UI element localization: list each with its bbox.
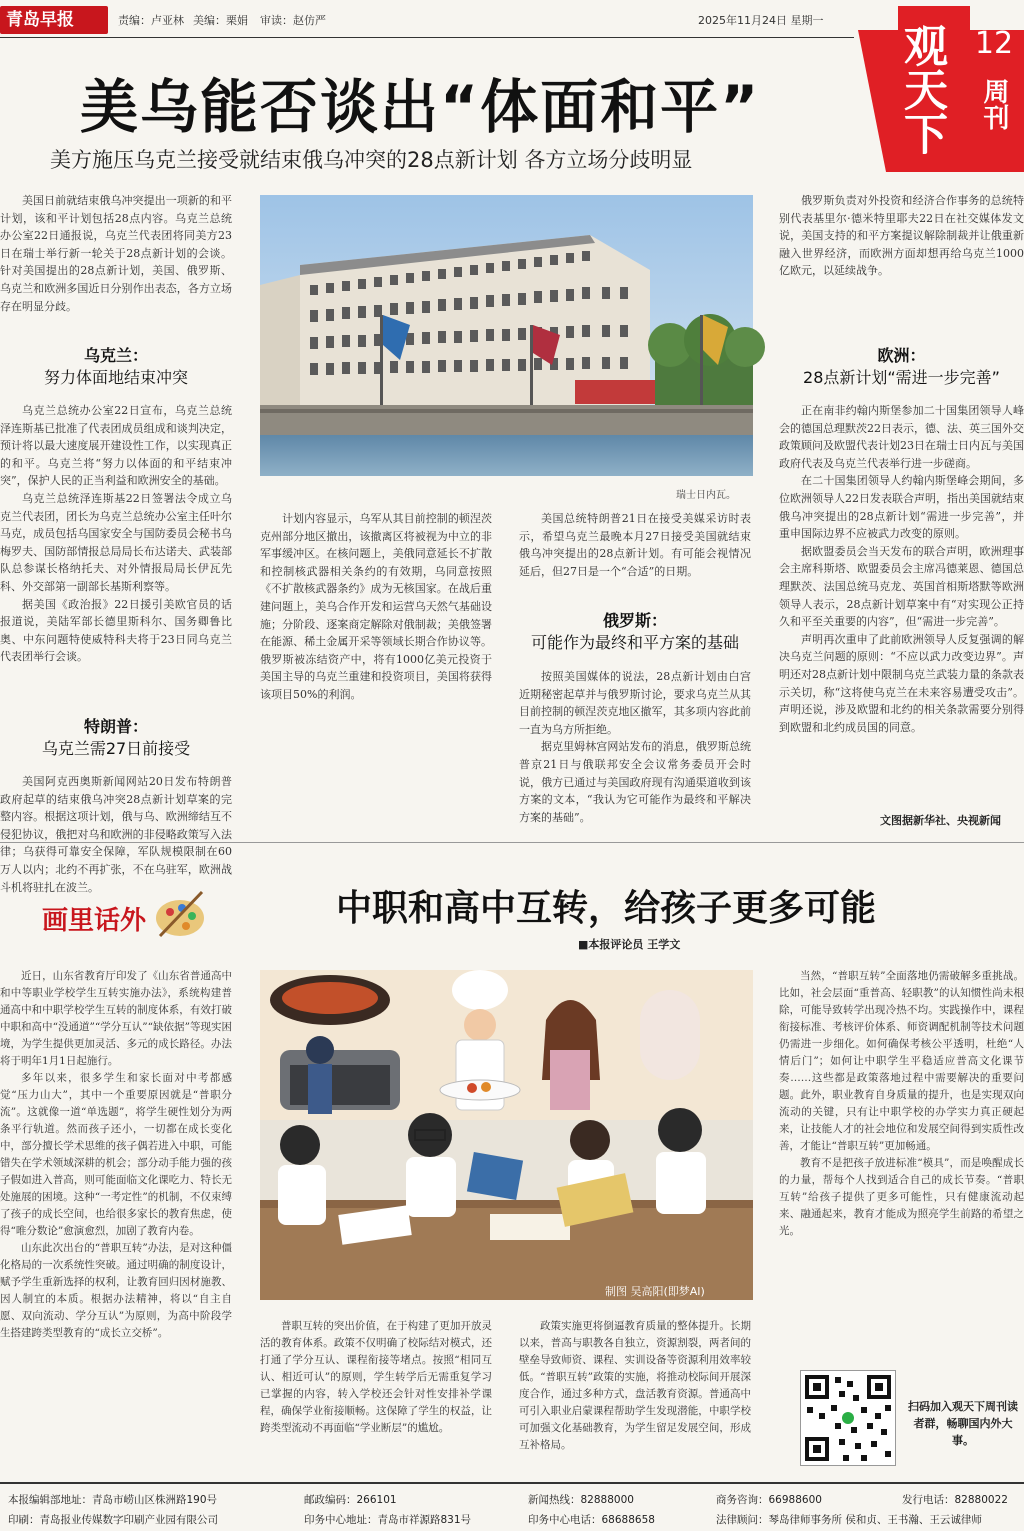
section-ukraine-body: 乌克兰总统办公室22日宣布，乌克兰总统泽连斯基已批准了代表团成员组成和谈判决定，预计将以最大速度展开建设性工作，以实现真正的和平。乌克兰将“努力以体面的和平结束冲突”，保护人民的正当利益和欧洲安全的基础。 乌克兰总统泽连斯基22日签署法令成立乌克兰代表团，团长为乌克兰总统办公室主任叶尔马克，成员包括乌国家安全与国防委员会秘书乌梅罗夫、国防部情报总局局长布达诺夫、武装部队总参谋长格纳托夫、对外情报局局长伊瓦先科、外交部第一副部长基斯利察等。 据美国《政治报》22日援引美欧官员的话报道说，美陆军部长德里斯科尔、国务卿鲁比奥、中东问题特使威特科夫将于23日同乌克兰代表团举行会谈。 (0, 404, 232, 664)
designer-credit: 美编：栗娟 (193, 14, 248, 27)
section-europe-subtitle: 28点新计划“需进一步完善” (803, 368, 1000, 387)
section-russia-subtitle: 可能作为最终和平方案的基础 (530, 633, 739, 652)
weekly-label-text: 周刊 (979, 78, 1009, 130)
masthead-logo: 青岛早报 (0, 6, 108, 34)
weekly-label (968, 78, 1020, 130)
issue-date: 2025年11月24日 星期一 (698, 14, 824, 27)
section-ukraine-heading (0, 345, 232, 389)
footer-distribution: 发行电话：82880022 (902, 1494, 1008, 1506)
column-logo (42, 888, 212, 944)
qr-join-text: 扫码加入观天下周刊读者群，畅聊国内外大事。 (908, 1400, 1018, 1447)
illustration-caption: 制图 吴高阳(即梦AI) (605, 1285, 705, 1298)
page-number: 12 (974, 26, 1014, 61)
section-russia-heading (519, 610, 751, 654)
footer-address: 本报编辑部地址：青岛市崂山区株洲路190号 (8, 1494, 218, 1506)
section-europe-body: 正在南非约翰内斯堡参加二十国集团领导人峰会的德国总理默茨22日表示，德、法、英三国外交政策顾问及欧盟代表计划23日在瑞士日内瓦与美国政府代表及乌克兰代表举行进一步磋商。 在二十国集团领导人约翰内斯堡峰会期间，多位欧洲领导人22日发表联合声明，指出美国就结束俄乌冲突提出的28点新计划“需进一步完善”，并重申国际边界不应被武力改变的原则。 据欧盟委员会当天发布的联合声明，欧洲理事会主席科斯塔、欧盟委员会主席冯德莱恩、德国总理默茨、法国总统马克龙、英国首相斯塔默等欧洲领导人表示，28点新计划草案中有“对实现公正持久和平至关重要的内容”，但“需进一步完善”。 声明再次重申了此前欧洲领导人反复强调的解决乌克兰问题的原则：“不应以武力改变边界”。声明还对28点新计划中限制乌克兰武装力量的条款表示关切，称“这将使乌克兰在未来容易遭受攻击”。声明还说，涉及欧盟和北约的相关条款需要分别得到欧盟和北约成员国的同意。 (779, 404, 1024, 734)
photo-caption: 瑞士日内瓦。 (676, 490, 736, 501)
article2-byline: ■本报评论员 王学文 (578, 938, 681, 951)
section-trump-subtitle: 乌克兰需27日前接受 (41, 739, 191, 758)
page-title: 美乌能否谈出“体面和平” (80, 73, 761, 141)
section-russia-title: 俄罗斯： (602, 611, 667, 630)
article2-col2: 普职互转的突出价值，在于构建了更加开放灵活的教育体系。政策不仅明确了校际结对模式，还打通了学分互认、课程衔接等堵点。按照“相同互认、相近可认”的原则，学生转学后无需重复学习已掌握的内容，转入学校还会针对性安排补学课程，确保学业衔接顺畅。这保障了学生的权益，让跨类型流动不再面临“学业断层”的尴尬。 (260, 1320, 492, 1434)
section-trump-heading (0, 716, 232, 760)
section-russia-body-end: 俄罗斯负责对外投资和经济合作事务的总统特别代表基里尔·德米特里耶夫22日在社交媒体发文说，美国支持的和平方案提议解除制裁并让俄重新融入世界经济，而欧洲方面却想再给乌克兰1000亿欧元，以延续战争。 (779, 194, 1024, 278)
section-trump-title: 特朗普： (83, 717, 148, 736)
section-europe-heading (779, 345, 1024, 389)
article2-col3: 政策实施更将倒逼教育质量的整体提升。长期以来，普高与职教各自独立，资源割裂，两者间的壁垒导致师资、课程、实训设备等资源利用效率较低。“普职互转”政策的实施，将推动校际间开展深度合作，通过多种方式，盘活教育资源。普通高中可引入职业启蒙课程帮助学生发现潜能，中职学校可加强文化基础教育，为学生留足发展空间，形成互补格局。 (519, 1320, 751, 1451)
section-europe-title: 欧洲： (877, 346, 926, 365)
article1-intro: 美国日前就结束俄乌冲突提出一项新的和平计划，该和平计划包括28点内容。乌克兰总统办公室22日通报说，乌克兰代表团将同美方23日在瑞士举行新一轮关于28点新计划的会谈。针对美国提出的28点新计划，美国、俄罗斯、乌克兰和欧洲多国近日分别作出表态，各方立场存在明显分歧。 (0, 194, 232, 313)
column-logo-text: 画里话外 (42, 906, 147, 936)
column-title-text: 观天下 (896, 23, 947, 155)
section-trump-body-start: 美国阿克西奥斯新闻网站20日发布特朗普政府起草的结束俄乌冲突28点新计划草案的完整内容。根据这项计划，俄与乌、欧洲缔结互不侵犯协议，俄把对乌和欧洲的非侵略政策写入法律；乌获得可靠安全保障，军队规模限制在60万人以内；北约不再扩张，不在乌驻军，欧洲战斗机将驻扎在波兰。 (0, 775, 232, 894)
geneva-photo-art (260, 195, 753, 476)
footer-business: 商务咨询：66988600 (716, 1494, 822, 1506)
footer-print-phone: 印务中心电话：68688658 (528, 1514, 655, 1526)
qr-code-icon[interactable] (800, 1370, 896, 1466)
page-subtitle: 美方施压乌克兰接受就结束俄乌冲突的28点新计划 各方立场分歧明显 (50, 148, 693, 172)
footer-legal: 法律顾问：琴岛律师事务所 侯和贞、王书瀚、王云诚律师 (716, 1514, 982, 1526)
reviewer-credit: 审读：赵仿严 (260, 14, 326, 27)
education-illustration (260, 970, 753, 1300)
qr-code-art (801, 1371, 895, 1465)
footer-print-address: 印务中心地址：青岛市祥源路831号 (304, 1514, 472, 1526)
article2-title: 中职和高中互转，给孩子更多可能 (336, 888, 877, 929)
geneva-photo (260, 195, 753, 476)
section-trump-body-cont: 计划内容显示，乌军从其目前控制的顿涅茨克州部分地区撤出，该撤离区将被视为中立的非军事缓冲区。在核问题上，美俄同意延长不扩散和控制核武器相关条约的有效期，乌同意按照《不扩散核武器条约》成为无核国家。在战后重建问题上，美乌合作开发和运营乌天然气基础设施；分阶段、逐案商定解除对俄制裁；美俄签署在能源、稀土金属开采等领域长期合作协议等。俄罗斯被冻结资产中，将有1000亿美元投资于美国主导的乌克兰重建和投资项目，美国将获得该项目50%的利润。 (260, 512, 492, 701)
section-russia-body: 按照美国媒体的说法，28点新计划由白宫近期秘密起草并与俄罗斯讨论，要求乌克兰从其目前控制的顿涅茨克地区撤军，其多项内容此前一直为乌方所拒绝。 据克里姆林宫网站发布的消息，俄罗斯总统普京21日与俄联邦安全会议常务委员开会时说，俄方已通过与美国政府现有沟通渠道收到该方案的文本，“我认为它可能作为最终和平解决方案的基础”。 (519, 670, 751, 824)
footer-printer: 印刷：青岛报业传媒数字印刷产业园有限公司 (8, 1514, 218, 1526)
section-ukraine-title: 乌克兰： (83, 346, 148, 365)
section-trump-body-end: 美国总统特朗普21日在接受美媒采访时表示，希望乌克兰最晚本月27日接受美国就结束俄乌冲突提出的28点新计划。有可能会视情况延后，但27日是一个“合适”的日期。 (519, 512, 751, 578)
source-credit: 文图据新华社、央视新闻 (880, 814, 1001, 827)
article2-col4: 当然，“普职互转”全面落地仍需破解多重挑战。比如，社会层面“重普高、轻职教”的认知惯性尚未根除，可能导致转学出现冷热不均。实践操作中，课程衔接标准、考核评价体系、师资调配机制等技术问题仍需进一步细化。如何确保考核公平透明，杜绝“人情后门”；如何让中职学生平稳适应普高文化课节奏……这些都是政策落地过程中需要解决的重要问题。此外，职业教育自身质量的提升，也是实现双向流动的关键，只有让中职学校的办学实力真正硬起来，让技能人才的社会地位和发展空间得到实质性改善，才能让“普职互转”更加畅通。 教育不是把孩子放进标准“模具”，而是唤醒成长的力量，帮每个人找到适合自己的成长节奏。“普职互转”给孩子提供了更多可能性，只有健康流动起来、融通起来，教育才能成为照亮学生前路的希望之光。 (779, 970, 1024, 1237)
footer-hotline: 新闻热线：82888000 (528, 1494, 634, 1506)
footer-postcode: 邮政编码：266101 (304, 1494, 397, 1506)
education-illustration-art (260, 970, 753, 1300)
column-title (898, 14, 968, 164)
section-ukraine-subtitle: 努力体面地结束冲突 (43, 368, 188, 387)
article2-col1: 近日，山东省教育厅印发了《山东省普通高中和中等职业学校学生互转实施办法》，系统构建普通高中和中职学校学生互转的制度体系，有效打破中职和高中“没通道”“学分互认”“缺依据”等现实困境，为学生提供更加灵活、多元的成长路径。办法将于明年1月1日起施行。 多年以来，很多学生和家长面对中考都感觉“压力山大”，其中一个重要原因就是“普职分流”。这就像一道“单选题”，将学生硬性划分为两条平行轨道。然而孩子还小，一切都在成长变化中，部分擅长学术思维的孩子偶若进入中职，可能错失在学术领域深耕的机会；部分动手能力强的孩子假如进入普高，则可能面临文化课吃力、特长无处施展的困境。这种“一考定性”的机制，不仅束缚了孩子的成长空间，也给很多家长的教育焦虑，使得“唯分数论”愈演愈烈，加剧了教育内卷。 山东此次出台的“普职互转”办法，是对这种僵化格局的一次系统性突破。通过明确的制度设计，赋予学生重新选择的权利，让教育回归因材施教、因人制宜的本质。根据办法精神，将以“自主自愿、双向流动、学分互认”为原则，为高中阶段学生搭建跨类型教育的“成长立交桥”。 (0, 970, 232, 1339)
editor-credit: 责编：卢亚林 (118, 14, 184, 27)
